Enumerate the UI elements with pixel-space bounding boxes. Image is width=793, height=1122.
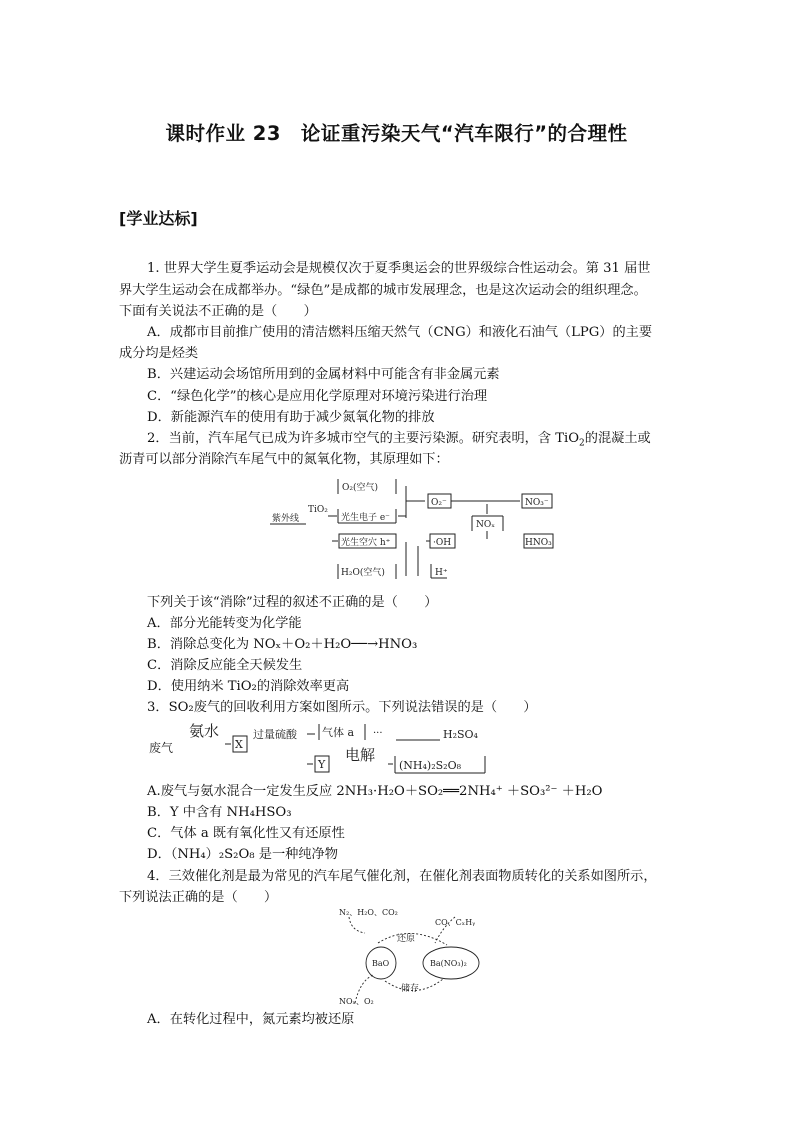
q1-stem-line1: 1. 世界大学生夏季运动会是规模仅次于夏季奥运会的世界级综合性运动会。第 31 届世 xyxy=(147,261,651,276)
o2-air-label: O₂(空气) xyxy=(342,483,379,493)
q1-option-b: B．兴建运动会场馆所用到的金属材料中可能含有非金属元素 xyxy=(147,367,500,382)
q1-option-d: D．新能源汽车的使用有助于减少氮氧化物的排放 xyxy=(147,410,435,425)
q2-option-a: A．部分光能转变为化学能 xyxy=(147,616,302,631)
q3-option-b: B．Y 中含有 NH₄HSO₃ xyxy=(147,805,292,820)
q2-stem-line1: 2．当前，汽车尾气已成为许多城市空气的主要污染源。研究表明，含 TiO$_2$的混凝土或 xyxy=(147,431,651,449)
q2-question: 下列关于该“消除”过程的叙述不正确的是（ ） xyxy=(147,595,438,610)
q2-option-c: C．消除反应能全天候发生 xyxy=(147,658,303,673)
q2-option-b: B．消除总变化为 NOₓ＋O₂＋H₂O──→HNO₃ xyxy=(147,637,418,652)
electron-label: 光生电子 e⁻ xyxy=(341,513,390,523)
section-heading: [学业达标] xyxy=(119,209,198,228)
q3-option-c: C．气体 a 既有氧化性又有还原性 xyxy=(147,826,345,841)
q1-stem-line2: 界大学生运动会在成都举办。“绿色”是成都的城市发展理念，也是这次运动会的组织理念。 xyxy=(119,283,647,298)
ellipsis-label: ··· xyxy=(373,728,383,739)
q3-option-d: D．（NH₄）₂S₂O₈ 是一种纯净物 xyxy=(147,847,338,862)
ammonia-label: 氨水 xyxy=(189,722,220,740)
h-plus-label: H⁺ xyxy=(435,568,448,578)
q1-option-a: A．成都市目前推广使用的清洁燃料压缩天然气（CNG）和液化石油气（LPG）的主要 xyxy=(147,325,653,340)
electrolysis-label: 电解 xyxy=(345,746,376,764)
h2so4-label: H₂SO₄ xyxy=(443,728,478,741)
h2o-air-label: H₂O(空气) xyxy=(341,568,385,578)
waste-gas-label: 废气 xyxy=(149,741,174,755)
oh-label: ·OH xyxy=(433,538,452,548)
reductants-label: CO、CₓHᵧ xyxy=(435,918,476,927)
q4-cycle-diagram xyxy=(335,903,500,1008)
reduce-label: 还原 xyxy=(397,934,416,944)
q4-option-a: A．在转化过程中，氮元素均被还原 xyxy=(147,1012,355,1027)
products-label: N₂、H₂O、CO₂ xyxy=(339,908,398,917)
o2-minus-label: O₂⁻ xyxy=(431,498,447,508)
hole-label: 光生空穴 h⁺ xyxy=(341,538,391,548)
nox-label: NOₓ xyxy=(476,520,496,530)
tio2-label: TiO₂ xyxy=(308,505,328,515)
q1-option-a-cont: 成分均是烃类 xyxy=(119,346,199,361)
q2-option-d: D．使用纳米 TiO₂的消除效率更高 xyxy=(147,679,350,694)
uv-label: 紫外线 xyxy=(272,514,300,524)
q4-stem-line2: 下列说法正确的是（ ） xyxy=(119,890,278,905)
q1-stem-line3: 下面有关说法不正确的是（ ） xyxy=(119,304,317,319)
inputs-label: NOₓ、O₂ xyxy=(339,997,374,1006)
no3-label: NO₃⁻ xyxy=(525,498,549,508)
y-label: Y xyxy=(318,758,326,771)
ba-nitrate-label: Ba(NO₃)₂ xyxy=(430,959,467,968)
q2-stem-line2: 沥青可以部分消除汽车尾气中的氮氧化物，其原理如下： xyxy=(119,452,449,467)
persulfate-label: (NH₄)₂S₂O₈ xyxy=(399,759,461,772)
q4-stem-line1: 4．三效催化剂是最为常见的汽车尾气催化剂，在催化剂表面物质转化的关系如图所示， xyxy=(147,869,657,884)
acid-label: 过量硫酸 xyxy=(253,728,297,741)
hno3-label: HNO₃ xyxy=(525,538,552,548)
bao-label: BaO xyxy=(372,959,390,968)
q3-flow-diagram xyxy=(145,718,495,778)
q2-mechanism-diagram xyxy=(260,476,560,586)
q3-option-a: A.废气与氨水混合一定发生反应 2NH₃·H₂O＋SO₂══2NH₄⁺ ＋SO₃²⁻ ＋H₂O xyxy=(147,784,603,799)
q3-stem: 3．SO₂废气的回收利用方案如图所示。下列说法错误的是（ ） xyxy=(147,700,537,715)
page-title: 课时作业 23 论证重污染天气“汽车限行”的合理性 xyxy=(165,122,628,145)
store-label: 储存 xyxy=(401,984,420,994)
x-label: X xyxy=(235,738,243,751)
q1-option-c: C．“绿色化学”的核心是应用化学原理对环境污染进行治理 xyxy=(147,389,488,404)
gas-a-label: 气体 a xyxy=(322,726,355,739)
